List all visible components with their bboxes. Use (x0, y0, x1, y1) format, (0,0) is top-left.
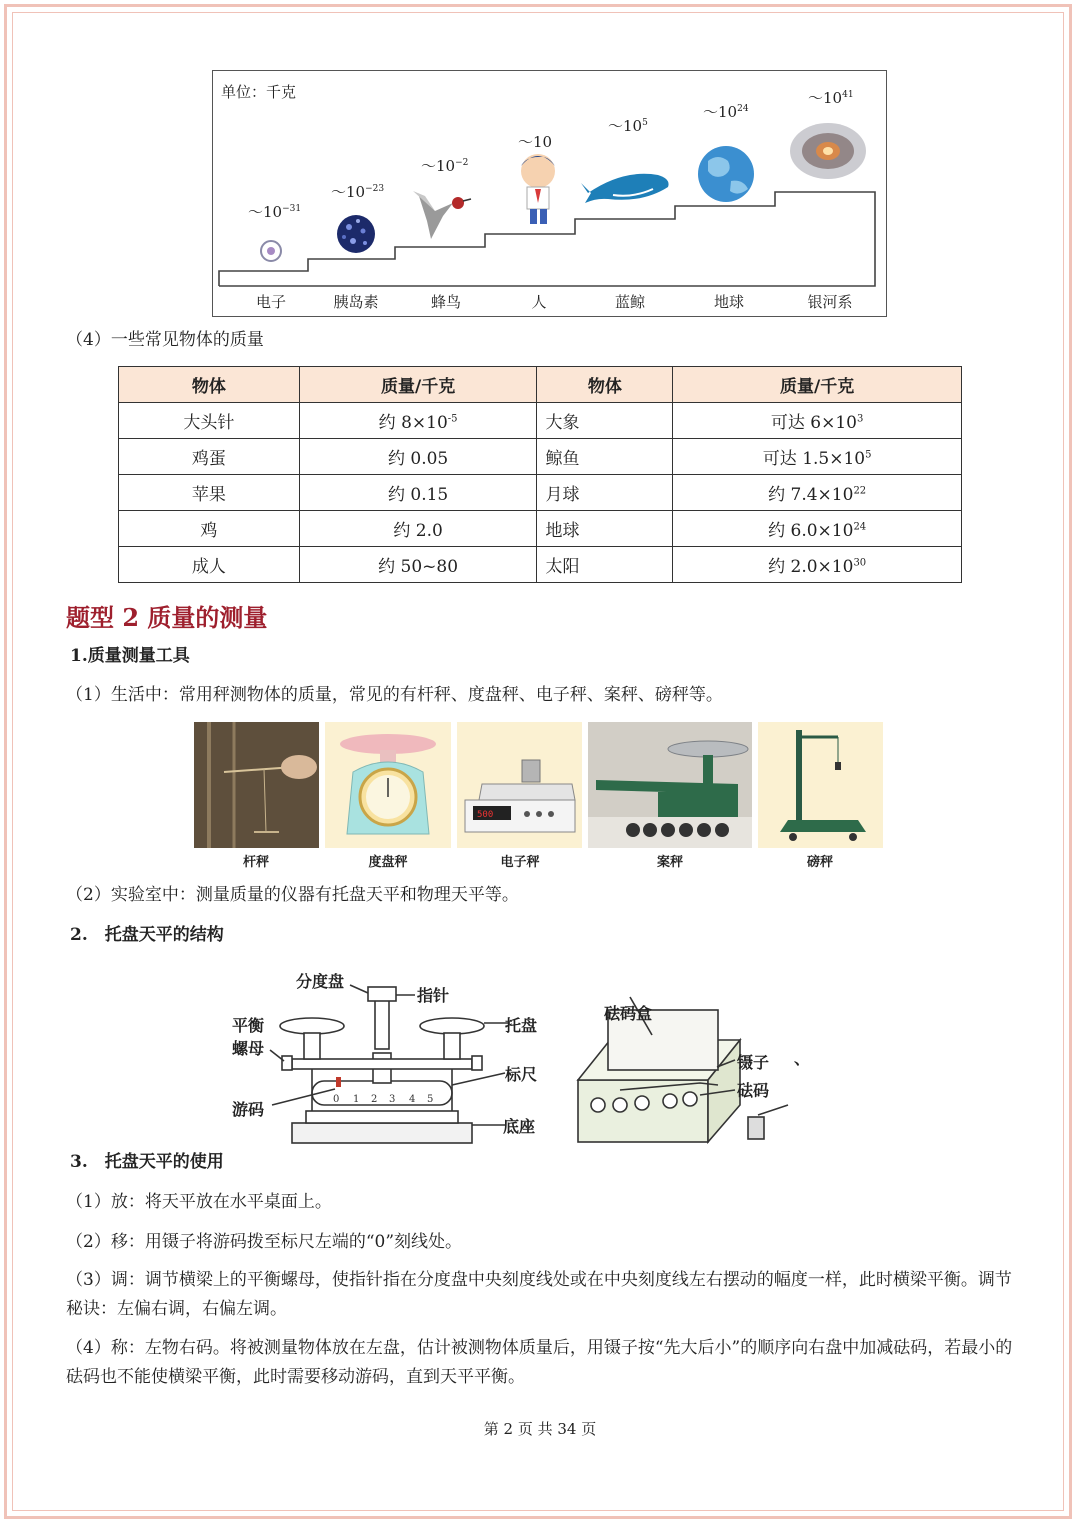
table-cell: 约 $7.4\times 10^{22}$ (673, 475, 962, 511)
label-hummingbird: 蜂鸟 (430, 293, 461, 311)
label-pan: 托盘 (505, 1016, 538, 1035)
subheading-measuring-tools: 1.质量测量工具 (70, 646, 190, 666)
magnitude-insulin: $\sim 10^{-23}$ (331, 183, 385, 201)
table-cell: 可达 $1.5\times 10^5$ (673, 439, 962, 475)
caption-counter-scale: 案秤 (656, 855, 683, 870)
step-3-adjust: （3）调：调节横梁上的平衡螺母，使指针指在分度盘中央刻度线处或在中央刻度线左右摆动的幅度一样，此时横梁平衡。调节秘诀：左偏右调，右偏左调。 (66, 1270, 1012, 1319)
table-cell: 约 $2.0\times 10^{30}$ (673, 547, 962, 583)
table-cell: 月球 (537, 475, 673, 511)
label-pointer: 指针 (417, 986, 450, 1005)
magnitude-blue-whale: $\sim 10^5$ (608, 117, 648, 135)
magnitude-electron: $\sim 10^{-31}$ (248, 203, 302, 221)
subheading-balance-usage: 3. 托盘天平的使用 (70, 1152, 224, 1172)
earth-icon (698, 146, 754, 202)
caption-platform-scale: 磅秤 (806, 855, 833, 870)
label-earth: 地球 (713, 293, 744, 311)
table-row (119, 475, 962, 511)
table-cell: 鲸鱼 (537, 439, 673, 475)
label-nut-line2: 螺母 (232, 1039, 265, 1058)
common-masses-table (118, 366, 962, 583)
label-tweezers: 镊子 (737, 1053, 770, 1072)
table-cell: 成人 (119, 547, 300, 583)
caption-steelyard: 杆秤 (242, 855, 269, 870)
scale-digit-2: 2 (371, 1094, 378, 1105)
table-cell: 太阳 (537, 547, 673, 583)
section-4-title: （4）一些常见物体的质量 (66, 330, 264, 350)
blue-whale-icon (581, 174, 669, 203)
label-galaxy: 银河系 (807, 293, 853, 311)
electronic-scale-photo (457, 722, 582, 848)
scale-readout: 500 (477, 810, 494, 820)
mass-scale-figure (212, 70, 887, 317)
unit-label: 单位：千克 (221, 83, 297, 101)
label-blue-whale: 蓝鲸 (614, 293, 645, 311)
label-rider: 游码 (232, 1100, 265, 1119)
table-header: 质量/千克 (299, 367, 537, 403)
magnitude-earth: $\sim 10^{24}$ (703, 103, 749, 121)
table-cell: 大象 (537, 403, 673, 439)
page-number-footer: 第 2 页 共 34 页 (483, 1420, 597, 1438)
steelyard-photo (194, 722, 319, 848)
subheading-balance-structure: 2. 托盘天平的结构 (70, 925, 224, 945)
label-weights: 砝码 (737, 1081, 770, 1100)
platform-scale-photo (588, 722, 752, 848)
table-cell: 可达 $6\times 10^3$ (673, 403, 962, 439)
label-electron: 电子 (255, 293, 286, 311)
table-header: 物体 (537, 367, 673, 403)
table-cell: 约 0.05 (299, 439, 537, 475)
table-cell: 约 50~80 (299, 547, 537, 583)
table-header: 物体 (119, 367, 300, 403)
caption-dial-scale: 度盘秤 (368, 855, 408, 870)
table-cell: 约 $8\times 10^{-5}$ (299, 403, 537, 439)
caption-electronic-scale: 电子秤 (500, 855, 540, 870)
staircase-illustration (213, 71, 885, 315)
heading-type-2: 题型 2 质量的测量 (66, 603, 268, 632)
table-header: 质量/千克 (673, 367, 962, 403)
magnitude-galaxy: $\sim 10^{41}$ (808, 89, 854, 107)
label-dial: 分度盘 (296, 972, 345, 991)
table-cell: 地球 (537, 511, 673, 547)
galaxy-icon (790, 123, 866, 179)
table-row (119, 403, 962, 439)
step-4-weigh: （4）称：左物右码。将被测量物体放在左盘，估计被测物体质量后，用镊子按“先大后小”的顺序向右盘中加减砝码，若最小的砝码也不能使横梁平衡，此时需要移动游码，直到天平平衡。 (66, 1338, 1013, 1387)
paragraph-laboratory: （2）实验室中：测量质量的仪器有托盘天平和物理天平等。 (66, 885, 519, 905)
step-1-place: （1）放：将天平放在水平桌面上。 (66, 1192, 332, 1212)
label-base: 底座 (503, 1117, 536, 1136)
scale-digit-3: 3 (389, 1094, 396, 1105)
table-row (119, 511, 962, 547)
scale-digit-0: 0 (333, 1094, 340, 1105)
table-header-row (119, 367, 962, 403)
paragraph-daily-life-scales: （1）生活中：常用秤测物体的质量，常见的有杆秤、度盘秤、电子秤、案秤、磅秤等。 (66, 685, 723, 705)
label-nut-line1: 平衡 (232, 1016, 265, 1035)
step-2-move: （2）移：用镊子将游码拨至标尺左端的“0”刻线处。 (66, 1232, 463, 1252)
hummingbird-icon (413, 191, 471, 239)
table-cell: 约 $6.0\times 10^{24}$ (673, 511, 962, 547)
magnitude-human: ～10 (518, 133, 553, 151)
magnitude-hummingbird: $\sim 10^{-2}$ (421, 157, 469, 175)
electron-icon (261, 241, 281, 261)
boy-icon (521, 154, 555, 224)
table-cell: 苹果 (119, 475, 300, 511)
table-row (119, 439, 962, 475)
platform-weighing-scale-photo (758, 722, 883, 848)
label-weight-box: 砝码盒 (604, 1004, 653, 1023)
stray-mark: 、 (794, 1049, 811, 1068)
table-cell: 约 0.15 (299, 475, 537, 511)
insulin-icon (337, 215, 375, 253)
table-cell: 约 2.0 (299, 511, 537, 547)
table-cell: 大头针 (119, 403, 300, 439)
table-cell: 鸡 (119, 511, 300, 547)
scale-digit-4: 4 (409, 1094, 416, 1105)
scale-digit-5: 5 (427, 1094, 434, 1105)
table-row (119, 547, 962, 583)
table-cell: 鸡蛋 (119, 439, 300, 475)
scale-digit-1: 1 (353, 1094, 360, 1105)
label-beam-scale: 标尺 (505, 1065, 538, 1084)
label-human: 人 (531, 293, 547, 311)
dial-scale-photo (325, 722, 451, 848)
label-insulin: 胰岛素 (333, 293, 379, 311)
